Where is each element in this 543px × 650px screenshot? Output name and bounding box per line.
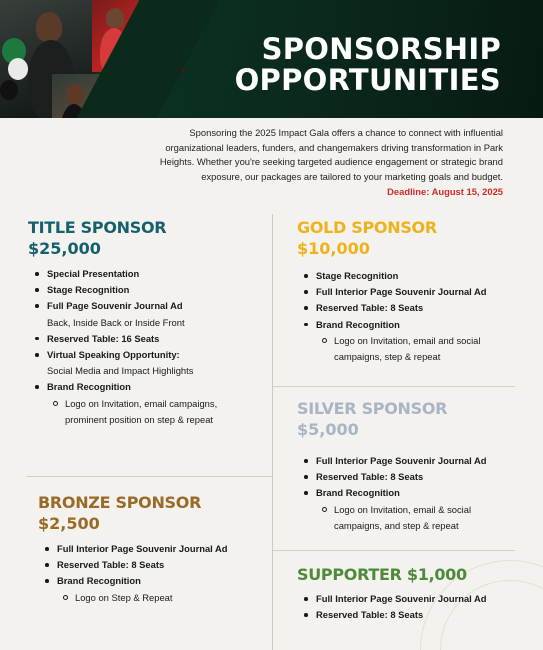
tier-name: SUPPORTER $1,000 [297,565,467,584]
benefit-detail: Logo on Step & Repeat [57,590,278,606]
title-line-2: OPPORTUNITIES [234,63,501,97]
tier-name: GOLD SPONSOR [297,218,437,237]
list-item: Full Page Souvenir Journal Ad Back, Inside Back or Inside Front [28,298,268,330]
section-divider-left [26,476,272,477]
benefit-list [297,591,537,623]
list-item: Brand Recognition Logo on Invitation, email & social campaigns, and step & repeat [297,485,537,534]
bronze-sponsor-tier [38,493,278,606]
list-item: Reserved Table: 8 Seats [297,469,537,485]
benefit-list [28,266,268,428]
tier-name: SILVER SPONSOR [297,399,448,418]
tier-price: $25,000 [28,239,101,258]
event-photo-collage [0,0,210,118]
list-item: Full Interior Page Souvenir Journal Ad [297,284,537,300]
benefit-detail: Back, Inside Back or Inside Front [47,316,185,328]
list-item: Reserved Table: 16 Seats [28,331,268,347]
gold-sponsor-tier [297,218,537,365]
list-item: Reserved Table: 8 Seats [297,607,537,623]
tier-name: BRONZE SPONSOR [38,493,202,512]
list-item: Special Presentation [28,266,268,282]
supporter-tier [297,565,537,623]
tier-name: TITLE SPONSOR [28,218,167,237]
tier-price: $10,000 [297,239,370,258]
list-item: Reserved Table: 8 Seats [38,557,278,573]
list-item: Stage Recognition [28,282,268,298]
hero-banner [0,0,543,118]
deadline-text: Deadline: August 15, 2025 [387,186,503,197]
benefit-list [297,268,537,365]
benefit-list [38,541,278,606]
silver-sponsor-tier [297,399,537,534]
list-item: Stage Recognition [297,268,537,284]
list-item: Full Interior Page Souvenir Journal Ad [38,541,278,557]
benefit-detail: Logo on Invitation, email campaigns, prominent position on step & repeat [47,396,222,428]
tier-price: $5,000 [297,420,359,439]
title-line-1: SPONSORSHIP [261,32,501,66]
page-title [235,34,501,96]
list-item: Virtual Speaking Opportunity: Social Media and Impact Highlights [28,347,268,379]
list-item: Full Interior Page Souvenir Journal Ad [297,591,537,607]
list-item: Brand Recognition Logo on Step & Repeat [38,573,278,605]
tier-price: $2,500 [38,514,100,533]
benefit-detail: Social Media and Impact Highlights [47,365,194,377]
list-item: Brand Recognition Logo on Invitation, email and social campaigns, step & repeat [297,317,537,366]
section-divider-right-1 [273,386,515,387]
title-sponsor-tier [28,218,268,428]
list-item: Reserved Table: 8 Seats [297,300,537,316]
list-item: Brand Recognition Logo on Invitation, email campaigns, prominent position on step & repeat [28,379,268,428]
benefit-detail: Logo on Invitation, email and social campaigns, step & repeat [316,333,516,365]
section-divider-right-2 [273,550,515,551]
benefit-detail: Logo on Invitation, email & social campaigns, and step & repeat [316,502,521,534]
list-item: Full Interior Page Souvenir Journal Ad [297,453,537,469]
intro-paragraph: Sponsoring the 2025 Impact Gala offers a chance to connect with influential organizational leaders, funders, and changemakers driving transformation in Park Heights. Whether you're seeking targeted audience engagement or strategic brand exposure, our packages are tailored to your marketing goals and budget. [159,127,503,182]
benefit-list [297,453,537,534]
